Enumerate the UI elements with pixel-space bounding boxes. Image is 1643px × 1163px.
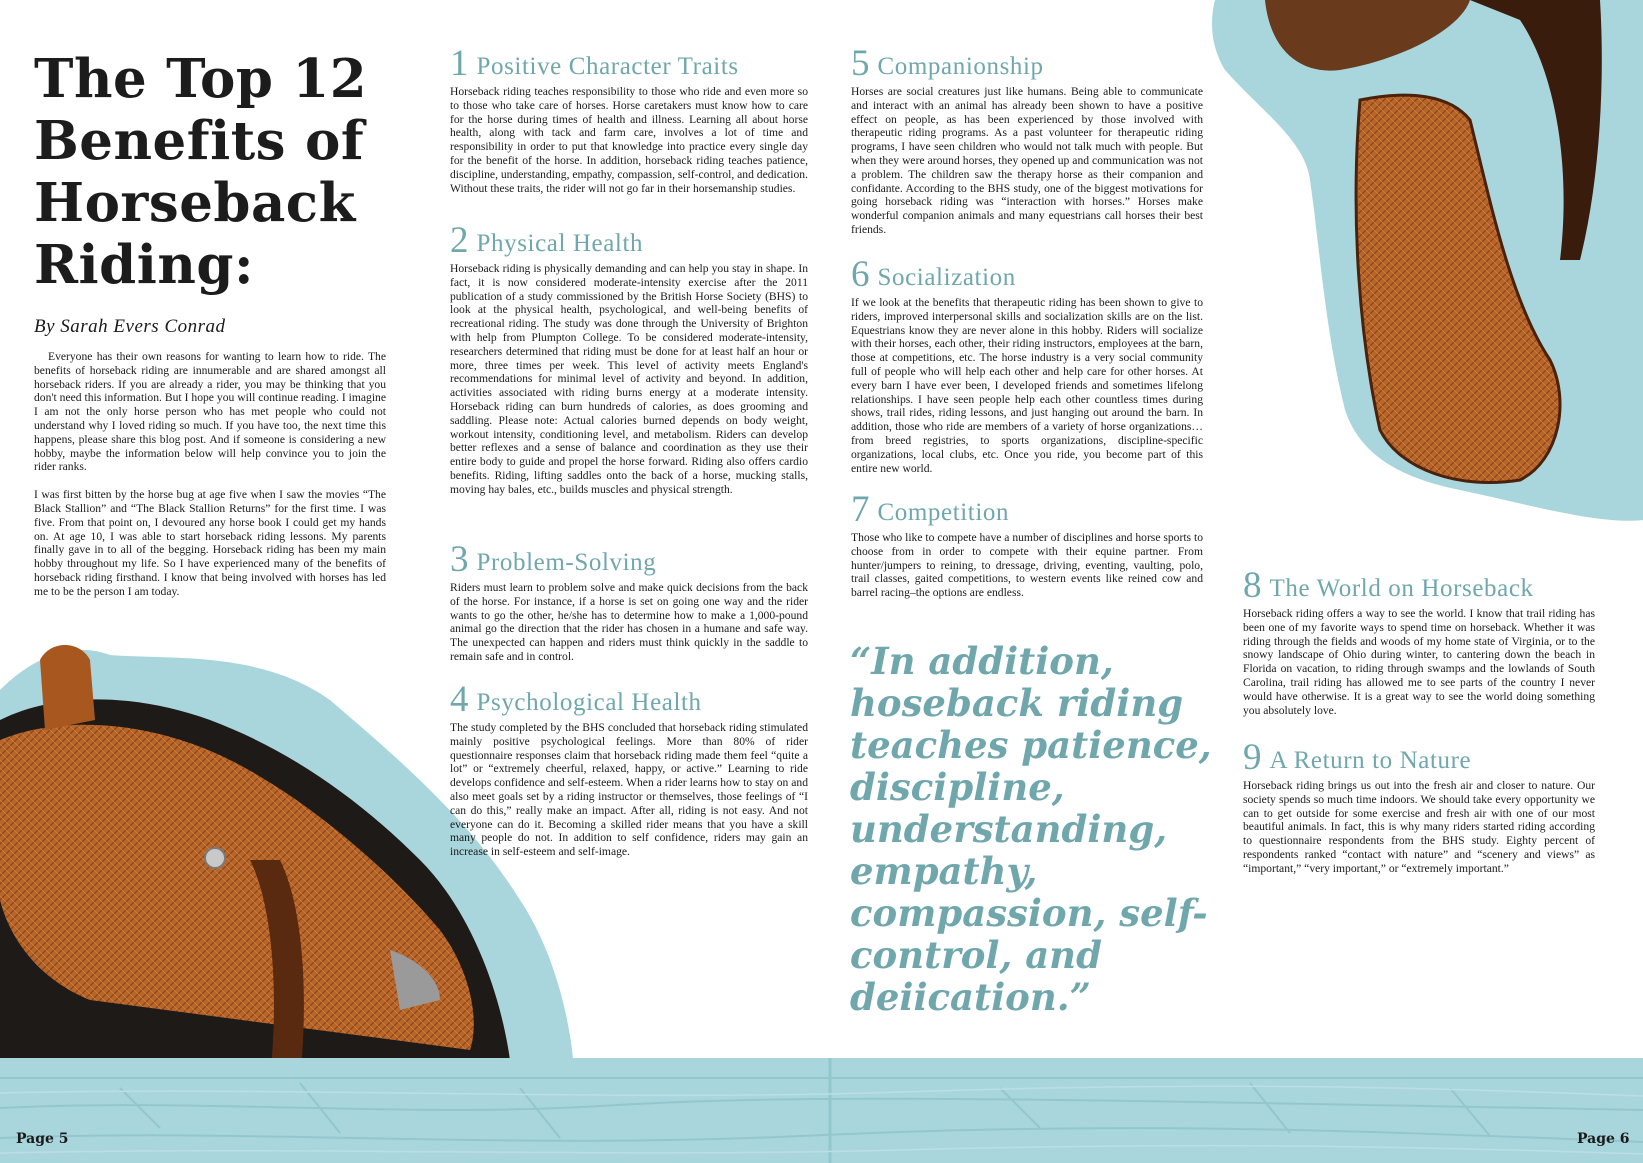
section-number: 6 — [851, 254, 870, 295]
section-competition — [851, 488, 1203, 600]
page-number-left: Page 5 — [16, 1131, 69, 1147]
page-number-right: Page 6 — [1577, 1131, 1630, 1147]
section-psychological-health — [450, 678, 808, 859]
section-title: The World on Horseback — [1269, 575, 1534, 602]
section-number: 9 — [1243, 737, 1262, 778]
section-title: Psychological Health — [476, 689, 702, 716]
section-heading — [851, 42, 1203, 85]
intro-paragraph: Everyone has their own reasons for wanting to learn how to ride. The benefits of horseback riding are innumerable and are shared amongst all horseback riders. If you are already a rider, you may be thinking that you don't need this information. But I hope you will continue reading. I imagine I am not the only horse person who has met people who could not understand why I loved riding so much. If you have too, the next time this happens, please share this blog post. And if someone is considering a new hobby, maybe the information below will help convince you to join the rider ranks. — [34, 350, 386, 474]
section-heading — [450, 538, 808, 581]
section-heading — [450, 42, 808, 85]
section-title: A Return to Nature — [1269, 747, 1472, 774]
article-title: The Top 12 Benefits of Horseback Riding: — [34, 48, 368, 296]
section-body: Horseback riding is physically demanding and can help you stay in shape. In fact, it is now considered moderate-intensity exercise after the 2011 publication of a study commissioned by the British Horse Society (BHS) to look at the physical health, psychological, and well-being benefits of recreational riding. The study was done through the University of Brighton with help from Plumpton College. To be considered moderate-intensity, researchers determined that riding must be done for at least half an hour or more, three times per week. This level of activity meets England's recommendations for minimal level of activity and beyond. In addition, activities associated with riding burns energy at a moderate intensity. Horseback riding can burn hundreds of calories, as does grooming and saddling. Please note: Actual calories burned depends on body weight, workout intensity, conditioning level, and metabolism. Riders can develop better reflexes and a sense of balance and coordination as they use their entire body to guide and propel the horse forward. Riding also offers cardio benefits. Riding, lifting saddles onto the back of a horse, mucking stalls, moving hay bales, etc., builds muscles and physical strength. — [450, 262, 808, 496]
section-title: Problem-Solving — [476, 549, 657, 576]
section-title: Socialization — [877, 264, 1016, 291]
section-return-to-nature — [1243, 736, 1595, 876]
section-body: Horseback riding offers a way to see the world. I know that trail riding has been one of my favorite ways to spend time on horseback. Whether it was riding through the fields and woods of my home state of Virginia, or to the snowy landscape of Ohio during winter, to cantering down the beach in Florida on vacation, to riding through swamps and the lowlands of South Carolina, trail riding has allowed me to see parts of the country I never would have otherwise. It is a great way to see the world doing something you absolutely love. — [1243, 607, 1595, 717]
section-heading — [851, 488, 1203, 531]
section-heading — [851, 253, 1203, 296]
section-heading — [1243, 564, 1595, 607]
section-title: Physical Health — [476, 230, 644, 257]
section-problem-solving — [450, 538, 808, 664]
section-body: The study completed by the BHS concluded that horseback riding stimulated mainly positive psychological feelings. More than 80% of rider questionnaire responses claim that horseback riding made them feel “quite a lot” or “extremely cheerful, relaxed, happy, or active.” Learning to ride develops confidence and self-esteem. When a rider learns how to stay on and also meet goals set by a riding instructor or themselves, those feelings of “I can do this,” really make an impact. After all, riding is not easy. And not everyone can do it. Becoming a skilled rider means that you have a skill many people do not. In addition to self confidence, riders may gain an increase in self-esteem and self-image. — [450, 721, 808, 859]
section-socialization — [851, 253, 1203, 475]
section-positive-character-traits — [450, 42, 808, 195]
section-body: Those who like to compete have a number of disciplines and horse sports to choose from in order to compete with their equine partner. From hunter/jumpers to reining, to dressage, driving, eventing, vaulting, polo, trail classes, gaited competitions, to western events like reined cow and barrel racing–the options are endless. — [851, 531, 1203, 600]
section-number: 5 — [851, 43, 870, 84]
section-number: 2 — [450, 220, 469, 261]
section-title: Positive Character Traits — [476, 53, 739, 80]
section-heading — [450, 678, 808, 721]
section-body: Horseback riding brings us out into the fresh air and closer to nature. Our society spends so much time indoors. We should take every opportunity we can to get outside for some exercise and fresh air with one of our most beautiful animals. In fact, this is why many riders started riding according to questionnaire respondents from the BHS study. Eighty percent of respondents ranked “contact with nature” and “scenery and views” as “important,” “very important,” or “extremely important.” — [1243, 779, 1595, 875]
section-world-on-horseback — [1243, 564, 1595, 717]
section-heading — [450, 219, 808, 262]
section-number: 1 — [450, 43, 469, 84]
section-companionship — [851, 42, 1203, 237]
section-body: If we look at the benefits that therapeutic riding has been shown to give to riders, improved interpersonal skills and socialization skills are on the list. Equestrians know they are never alone in this hobby. Riders will socialize with their horses, each other, their riding instructors, employees at the barn, those at competitions, etc. The horse industry is a very social community full of people who will help each other and help care for other horses. At every barn I have ever been, I developed friends and sometimes lifelong relationships. I have seen people help each other countless times during shows, trail rides, riding lessons, and just hanging out around the barn. In addition, those who ride are members of a variety of horse organizations…from breed registries, to sports organizations, discipline-specific organizations, local clubs, etc. Once you ride, you become part of this entire new world. — [851, 296, 1203, 475]
section-number: 4 — [450, 679, 469, 720]
section-heading — [1243, 736, 1595, 779]
article-byline: By Sarah Evers Conrad — [34, 316, 226, 337]
section-title: Competition — [877, 499, 1010, 526]
pull-quote: “In addition, hoseback riding teaches patience, discipline, understanding, empathy, compassion, self-control, and deiication.” — [850, 639, 1212, 1019]
section-body: Horseback riding teaches responsibility to those who ride and even more so to those who take care of horses. Horse caretakers must know how to care for the horse during times of health and illness. Learning all about horse health, along with tack and farm care, involves a lot of time and responsibility in order to put that knowledge into practice every single day for the benefit of the horse. In addition, horseback riding teaches patience, discipline, understanding, empathy, compassion, self-control, and dedication. Without these traits, the rider will not go far in their horsemanship studies. — [450, 85, 808, 195]
section-number: 3 — [450, 539, 469, 580]
section-number: 7 — [851, 489, 870, 530]
section-body: Riders must learn to problem solve and make quick decisions from the back of the horse. For instance, if a horse is set on going one way and the rider wants to go the other, he/she has to determine how to make a 1,000-pound animal go the direction that the rider has chosen in a humane and safe way. The unexpected can happen and riders must think quickly in the saddle to remain safe and in control. — [450, 581, 808, 663]
footer-band — [0, 1058, 1643, 1163]
saddle-photo-right — [1212, 0, 1643, 521]
section-title: Companionship — [877, 53, 1044, 80]
intro-paragraph: I was first bitten by the horse bug at age five when I saw the movies “The Black Stallion” and “The Black Stallion Returns” for the first time. I was five. From that point on, I devoured any horse book I could get my hands on. At age 10, I was able to start horseback riding lessons. My parents finally gave in to all of the begging. Horseback riding has been my main hobby throughout my life. So I have experienced many of the benefits of horseback riding firsthand. I know that being involved with horses has led me to be the person I am today. — [34, 488, 386, 598]
footer-texture — [0, 1058, 1643, 1163]
section-body: Horses are social creatures just like humans. Being able to communicate and interact with an animal has already been shown to have a positive effect on people, as has been experienced by those involved with therapeutic riding programs. As a past volunteer for therapeutic riding programs, I have seen children who would not talk much with people. But when they were around horses, they opened up and communication was not a problem. The children saw the therapy horse as their companion and confidante. According to the BHS study, one of the biggest motivations for going horseback riding was “interaction with horses.” Horses make wonderful companion animals and many equestrians call horses their best friends. — [851, 85, 1203, 236]
section-number: 8 — [1243, 565, 1262, 606]
section-physical-health — [450, 219, 808, 497]
intro-text — [34, 350, 386, 613]
